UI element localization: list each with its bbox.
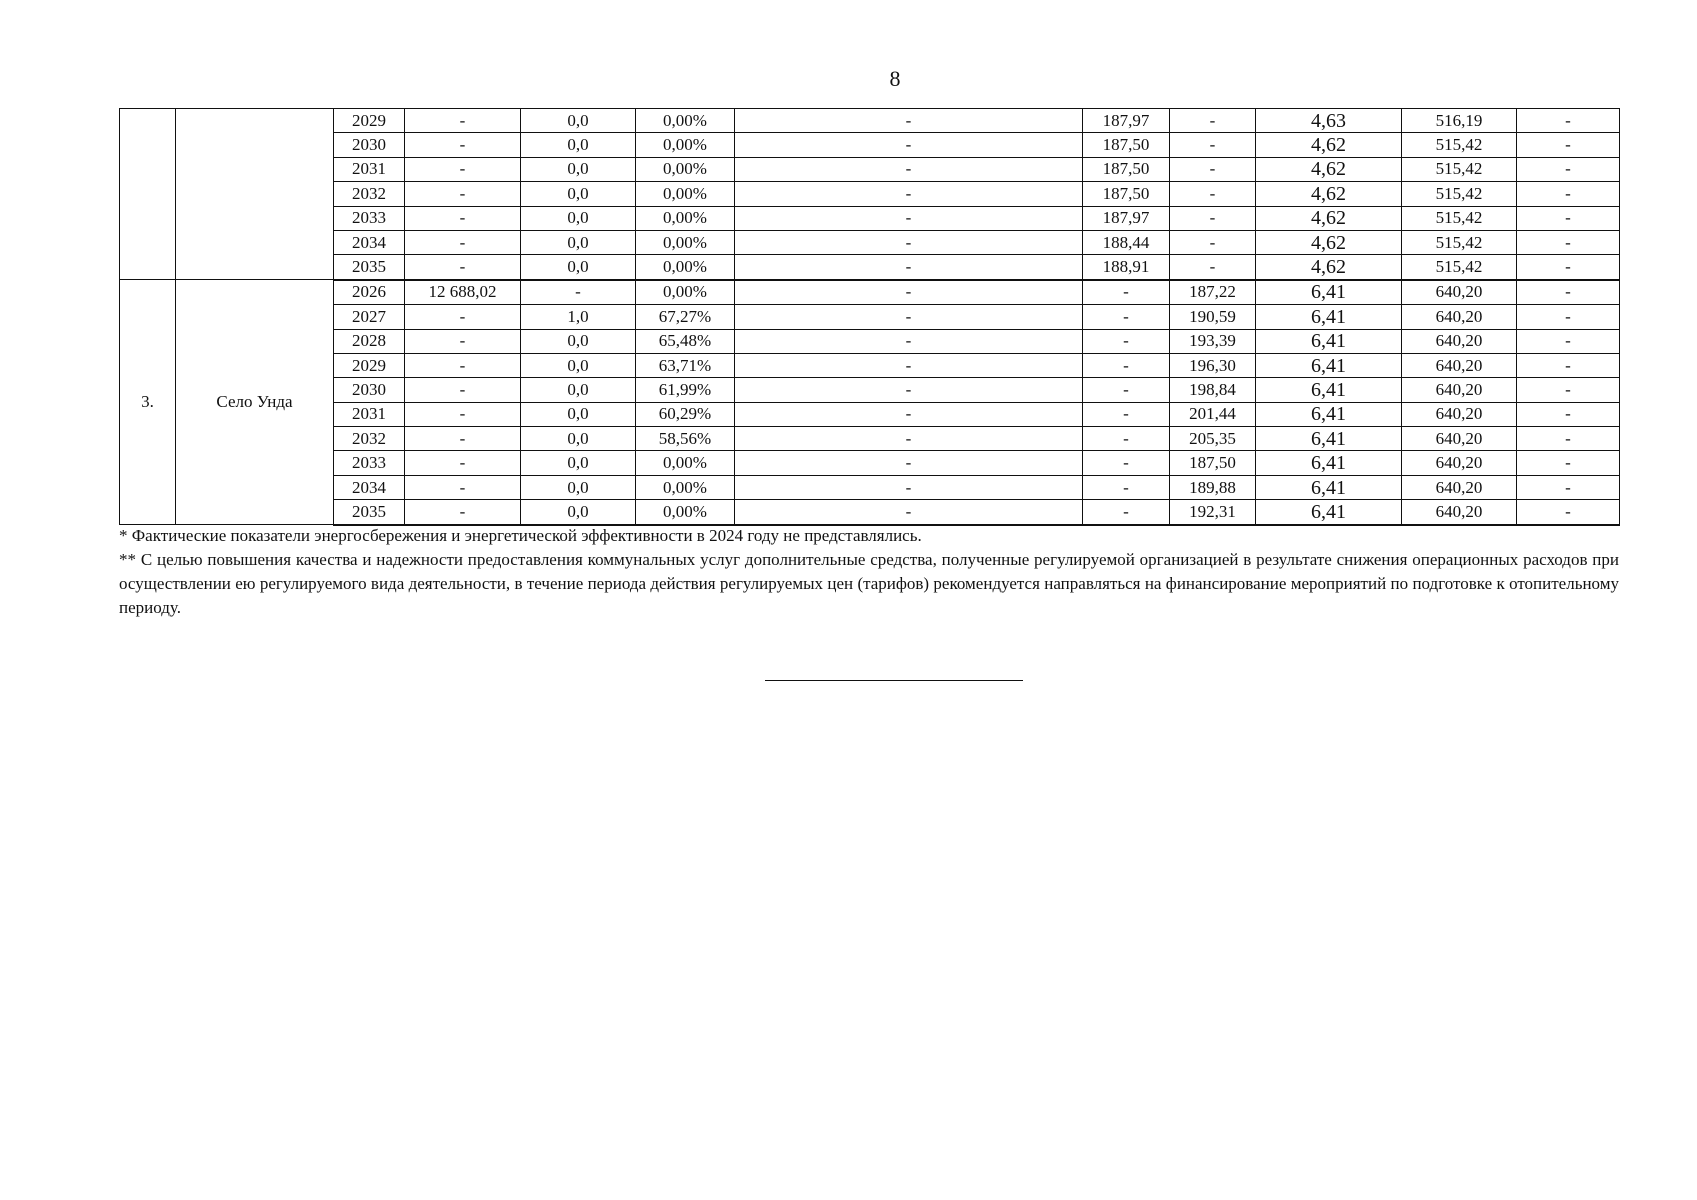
cell-col-a: -	[405, 206, 521, 230]
cell-col-h: 515,42	[1402, 182, 1517, 206]
cell-col-percent: 0,00%	[636, 500, 735, 525]
tariff-table	[119, 108, 1620, 526]
cell-col-a: 12 688,02	[405, 280, 521, 305]
cell-col-h: 515,42	[1402, 230, 1517, 254]
table-row	[120, 329, 1620, 353]
cell-year: 2031	[334, 157, 405, 181]
cell-col-a: -	[405, 475, 521, 499]
table-row	[120, 280, 1620, 305]
cell-col-a: -	[405, 109, 521, 133]
cell-col-e: 187,97	[1083, 109, 1170, 133]
table-row	[120, 353, 1620, 377]
cell-col-percent: 0,00%	[636, 475, 735, 499]
cell-col-g: 6,41	[1256, 280, 1402, 305]
cell-col-i: -	[1517, 305, 1620, 329]
table-row	[120, 427, 1620, 451]
cell-col-h: 640,20	[1402, 280, 1517, 305]
cell-col-d: -	[735, 378, 1083, 402]
cell-col-e: -	[1083, 378, 1170, 402]
cell-col-d: -	[735, 182, 1083, 206]
cell-year: 2026	[334, 280, 405, 305]
cell-col-percent: 0,00%	[636, 255, 735, 280]
cell-col-i: -	[1517, 402, 1620, 426]
cell-col-a: -	[405, 378, 521, 402]
cell-year: 2030	[334, 133, 405, 157]
cell-year: 2029	[334, 109, 405, 133]
cell-col-d: -	[735, 500, 1083, 525]
cell-col-percent: 0,00%	[636, 157, 735, 181]
cell-col-f: 189,88	[1170, 475, 1256, 499]
cell-col-b: 0,0	[521, 475, 636, 499]
cell-col-e: -	[1083, 402, 1170, 426]
cell-col-a: -	[405, 182, 521, 206]
cell-col-g: 4,62	[1256, 182, 1402, 206]
table-row	[120, 157, 1620, 181]
cell-col-a: -	[405, 451, 521, 475]
table-row	[120, 475, 1620, 499]
cell-col-percent: 0,00%	[636, 206, 735, 230]
cell-col-e: 188,91	[1083, 255, 1170, 280]
cell-col-g: 6,41	[1256, 353, 1402, 377]
cell-col-f: -	[1170, 182, 1256, 206]
cell-col-i: -	[1517, 500, 1620, 525]
cell-col-g: 4,62	[1256, 206, 1402, 230]
cell-col-g: 6,41	[1256, 329, 1402, 353]
cell-col-i: -	[1517, 157, 1620, 181]
cell-col-b: 0,0	[521, 402, 636, 426]
cell-col-b: 0,0	[521, 451, 636, 475]
cell-col-b: 0,0	[521, 182, 636, 206]
cell-col-e: -	[1083, 280, 1170, 305]
cell-col-i: -	[1517, 280, 1620, 305]
table-row	[120, 206, 1620, 230]
cell-col-f: 201,44	[1170, 402, 1256, 426]
cell-year: 2028	[334, 329, 405, 353]
cell-col-a: -	[405, 133, 521, 157]
cell-col-d: -	[735, 157, 1083, 181]
cell-col-percent: 0,00%	[636, 230, 735, 254]
cell-col-i: -	[1517, 353, 1620, 377]
table-body	[120, 109, 1620, 525]
cell-col-b: 1,0	[521, 305, 636, 329]
cell-col-percent: 0,00%	[636, 182, 735, 206]
cell-col-i: -	[1517, 255, 1620, 280]
cell-col-e: 188,44	[1083, 230, 1170, 254]
cell-col-f: -	[1170, 157, 1256, 181]
cell-col-e: -	[1083, 353, 1170, 377]
cell-col-b: 0,0	[521, 157, 636, 181]
cell-col-g: 4,62	[1256, 255, 1402, 280]
cell-year: 2033	[334, 206, 405, 230]
cell-col-a: -	[405, 157, 521, 181]
cell-col-e: -	[1083, 329, 1170, 353]
cell-col-h: 640,20	[1402, 451, 1517, 475]
cell-col-g: 6,41	[1256, 427, 1402, 451]
cell-col-d: -	[735, 206, 1083, 230]
cell-col-d: -	[735, 451, 1083, 475]
cell-col-i: -	[1517, 475, 1620, 499]
cell-col-h: 640,20	[1402, 402, 1517, 426]
cell-col-i: -	[1517, 133, 1620, 157]
cell-col-b: 0,0	[521, 329, 636, 353]
cell-col-e: -	[1083, 500, 1170, 525]
cell-col-a: -	[405, 305, 521, 329]
cell-col-b: 0,0	[521, 133, 636, 157]
table-row	[120, 230, 1620, 254]
cell-col-percent: 0,00%	[636, 451, 735, 475]
cell-col-b: -	[521, 280, 636, 305]
cell-col-d: -	[735, 475, 1083, 499]
cell-col-d: -	[735, 305, 1083, 329]
cell-year: 2032	[334, 182, 405, 206]
cell-col-g: 4,63	[1256, 109, 1402, 133]
cell-col-i: -	[1517, 451, 1620, 475]
cell-col-f: -	[1170, 133, 1256, 157]
footnotes	[119, 524, 1619, 620]
cell-col-h: 640,20	[1402, 329, 1517, 353]
cell-col-f: 187,50	[1170, 451, 1256, 475]
cell-col-f: 190,59	[1170, 305, 1256, 329]
cell-col-h: 640,20	[1402, 475, 1517, 499]
cell-year: 2032	[334, 427, 405, 451]
cell-col-d: -	[735, 402, 1083, 426]
cell-col-b: 0,0	[521, 378, 636, 402]
cell-col-a: -	[405, 230, 521, 254]
table-row	[120, 133, 1620, 157]
table-row	[120, 500, 1620, 525]
cell-col-h: 515,42	[1402, 255, 1517, 280]
cell-col-f: -	[1170, 109, 1256, 133]
cell-col-d: -	[735, 427, 1083, 451]
cell-col-g: 6,41	[1256, 305, 1402, 329]
cell-col-b: 0,0	[521, 427, 636, 451]
cell-col-a: -	[405, 402, 521, 426]
cell-year: 2035	[334, 255, 405, 280]
cell-col-g: 4,62	[1256, 230, 1402, 254]
cell-col-g: 6,41	[1256, 378, 1402, 402]
cell-col-e: -	[1083, 305, 1170, 329]
group-name: Село Унда	[176, 280, 334, 525]
cell-col-percent: 0,00%	[636, 133, 735, 157]
cell-col-f: -	[1170, 230, 1256, 254]
cell-col-percent: 61,99%	[636, 378, 735, 402]
cell-col-e: -	[1083, 451, 1170, 475]
cell-col-g: 6,41	[1256, 475, 1402, 499]
cell-col-f: 193,39	[1170, 329, 1256, 353]
cell-col-e: 187,97	[1083, 206, 1170, 230]
cell-year: 2030	[334, 378, 405, 402]
cell-year: 2034	[334, 475, 405, 499]
cell-col-i: -	[1517, 230, 1620, 254]
cell-col-b: 0,0	[521, 255, 636, 280]
cell-col-d: -	[735, 133, 1083, 157]
cell-col-d: -	[735, 280, 1083, 305]
cell-col-a: -	[405, 255, 521, 280]
cell-col-percent: 0,00%	[636, 109, 735, 133]
cell-col-b: 0,0	[521, 206, 636, 230]
cell-col-h: 640,20	[1402, 427, 1517, 451]
cell-col-h: 515,42	[1402, 206, 1517, 230]
cell-col-f: 205,35	[1170, 427, 1256, 451]
cell-year: 2034	[334, 230, 405, 254]
group-number	[120, 109, 176, 280]
table-row	[120, 402, 1620, 426]
cell-col-h: 640,20	[1402, 305, 1517, 329]
cell-col-i: -	[1517, 378, 1620, 402]
cell-col-i: -	[1517, 427, 1620, 451]
cell-col-d: -	[735, 255, 1083, 280]
table-row	[120, 255, 1620, 280]
cell-col-a: -	[405, 353, 521, 377]
cell-col-e: 187,50	[1083, 182, 1170, 206]
cell-col-f: 187,22	[1170, 280, 1256, 305]
cell-col-percent: 65,48%	[636, 329, 735, 353]
cell-col-g: 6,41	[1256, 500, 1402, 525]
cell-col-e: -	[1083, 427, 1170, 451]
cell-col-h: 640,20	[1402, 353, 1517, 377]
cell-col-percent: 67,27%	[636, 305, 735, 329]
cell-col-a: -	[405, 329, 521, 353]
cell-year: 2033	[334, 451, 405, 475]
cell-col-a: -	[405, 500, 521, 525]
cell-col-g: 6,41	[1256, 451, 1402, 475]
cell-year: 2027	[334, 305, 405, 329]
table-row	[120, 378, 1620, 402]
cell-col-h: 516,19	[1402, 109, 1517, 133]
cell-col-g: 4,62	[1256, 133, 1402, 157]
cell-col-f: -	[1170, 255, 1256, 280]
table-row	[120, 182, 1620, 206]
cell-col-d: -	[735, 353, 1083, 377]
cell-col-a: -	[405, 427, 521, 451]
group-number: 3.	[120, 280, 176, 525]
table-row	[120, 109, 1620, 133]
cell-col-e: -	[1083, 475, 1170, 499]
cell-col-e: 187,50	[1083, 157, 1170, 181]
table-row	[120, 451, 1620, 475]
table-row	[120, 305, 1620, 329]
cell-col-b: 0,0	[521, 230, 636, 254]
cell-col-i: -	[1517, 329, 1620, 353]
cell-col-g: 4,62	[1256, 157, 1402, 181]
cell-col-b: 0,0	[521, 500, 636, 525]
cell-col-b: 0,0	[521, 109, 636, 133]
footnote-2: ** С целью повышения качества и надежности предоставления коммунальных услуг дополнительные средства, полученные регулируемой организацией в результате снижения операционных расходов при осуществлении ею регулируемого вида деятельности, в течение периода действия регулируемых цен (тарифов) рекомендуется направляться на финансирование мероприятий по подготовке к отопительному периоду.	[119, 550, 1619, 617]
cell-col-f: 196,30	[1170, 353, 1256, 377]
cell-col-h: 515,42	[1402, 133, 1517, 157]
cell-year: 2029	[334, 353, 405, 377]
cell-col-i: -	[1517, 182, 1620, 206]
footnote-1: * Фактические показатели энергосбережения и энергетической эффективности в 2024 году не представлялись.	[119, 526, 922, 545]
cell-col-g: 6,41	[1256, 402, 1402, 426]
cell-col-h: 515,42	[1402, 157, 1517, 181]
cell-col-b: 0,0	[521, 353, 636, 377]
cell-col-percent: 60,29%	[636, 402, 735, 426]
cell-col-i: -	[1517, 109, 1620, 133]
group-name	[176, 109, 334, 280]
cell-col-f: -	[1170, 206, 1256, 230]
cell-col-d: -	[735, 109, 1083, 133]
cell-year: 2031	[334, 402, 405, 426]
cell-col-i: -	[1517, 206, 1620, 230]
cell-col-h: 640,20	[1402, 378, 1517, 402]
cell-year: 2035	[334, 500, 405, 525]
cell-col-d: -	[735, 329, 1083, 353]
end-divider	[765, 680, 1023, 681]
cell-col-percent: 0,00%	[636, 280, 735, 305]
cell-col-percent: 63,71%	[636, 353, 735, 377]
cell-col-e: 187,50	[1083, 133, 1170, 157]
page-number: 8	[889, 66, 901, 91]
cell-col-h: 640,20	[1402, 500, 1517, 525]
cell-col-f: 198,84	[1170, 378, 1256, 402]
cell-col-f: 192,31	[1170, 500, 1256, 525]
cell-col-d: -	[735, 230, 1083, 254]
cell-col-percent: 58,56%	[636, 427, 735, 451]
